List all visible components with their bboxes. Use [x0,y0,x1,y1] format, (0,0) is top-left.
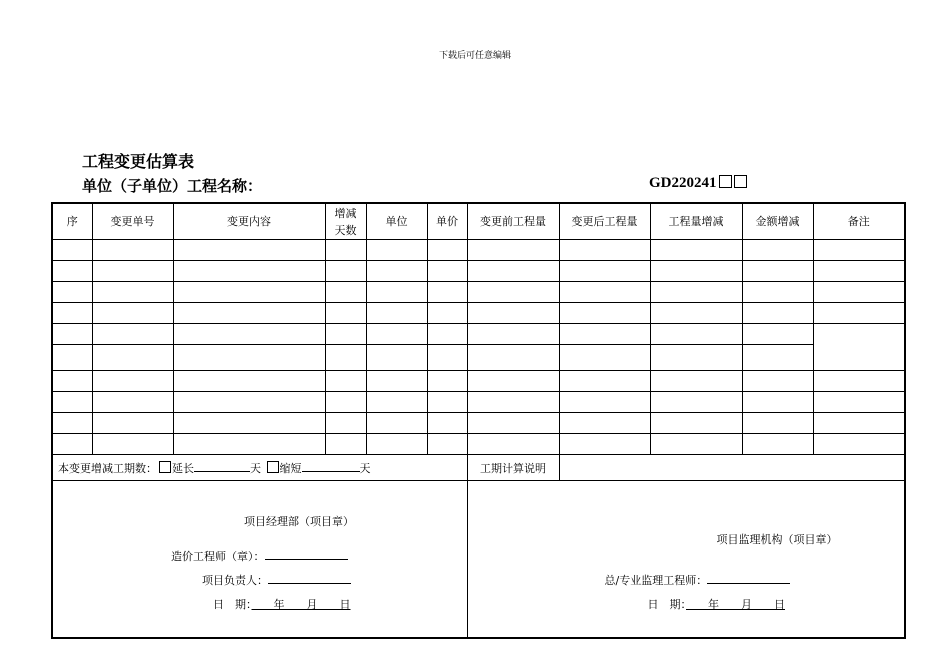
cell[interactable] [559,240,650,261]
date-label: 日 期： [213,598,252,611]
cell[interactable] [52,345,92,371]
cell[interactable] [366,413,427,434]
cell[interactable] [813,392,905,413]
col-header: 备注 [813,203,905,240]
cell[interactable] [467,345,559,371]
cell[interactable] [366,434,427,455]
cell[interactable] [325,345,366,371]
cell[interactable] [650,261,742,282]
cell[interactable] [325,392,366,413]
cell[interactable] [92,240,173,261]
cell[interactable] [173,371,325,392]
cell[interactable] [742,324,813,345]
manager-label: 项目负责人： [202,574,268,587]
col-header: 增减 天数 [325,203,366,240]
cell[interactable] [467,371,559,392]
cell[interactable] [427,240,467,261]
col-header: 序 [52,203,92,240]
supervisor-label: 总/专业监理工程师： [604,574,708,587]
col-header: 单位 [366,203,427,240]
col-header: 金额增减 [742,203,813,240]
cell[interactable] [467,434,559,455]
cell[interactable] [650,240,742,261]
cell[interactable] [742,434,813,455]
col-header: 单价 [427,203,467,240]
cell[interactable] [813,240,905,261]
cell[interactable] [366,392,427,413]
cell[interactable] [92,371,173,392]
cell[interactable] [813,371,905,392]
cell[interactable] [173,282,325,303]
cell[interactable] [325,324,366,345]
cell[interactable] [427,261,467,282]
cell[interactable] [650,303,742,324]
period-cell [52,455,467,481]
table-row [52,324,905,345]
cell[interactable] [559,345,650,371]
cell[interactable] [427,303,467,324]
cell[interactable] [559,324,650,345]
cell[interactable] [427,345,467,371]
period-row [52,455,905,481]
cell[interactable] [742,371,813,392]
cell[interactable] [650,434,742,455]
cost-engineer-line [171,548,348,564]
manager-line [202,572,351,588]
date-line-left [213,596,351,612]
cell[interactable] [92,303,173,324]
cell[interactable] [325,240,366,261]
cell[interactable] [813,413,905,434]
table-row [52,261,905,282]
cell[interactable] [813,324,905,371]
date-field[interactable]: 年 月 日 [251,598,351,611]
day-unit: 天 [359,461,371,475]
extend-label: 延长 [172,461,194,475]
cell[interactable] [467,303,559,324]
cell[interactable] [92,413,173,434]
col-header: 工程量增减 [650,203,742,240]
cell[interactable] [742,261,813,282]
cost-engineer-field[interactable] [265,549,348,560]
cell[interactable] [650,282,742,303]
table-header-row [52,203,905,240]
cell[interactable] [325,413,366,434]
cost-engineer-label: 造价工程师（章）： [171,550,265,563]
cell[interactable] [813,261,905,282]
cell[interactable] [173,392,325,413]
shorten-days-field[interactable] [302,461,360,472]
cell[interactable] [427,392,467,413]
manager-field[interactable] [268,573,351,584]
cell[interactable] [742,413,813,434]
extend-days-field[interactable] [194,461,250,472]
cell[interactable] [742,282,813,303]
date-field[interactable]: 年 月 日 [686,598,785,611]
cell[interactable] [92,261,173,282]
cell[interactable] [650,324,742,345]
signature-left [52,481,467,639]
cell[interactable] [813,303,905,324]
form-code-text: GD220241 [649,175,717,191]
cell[interactable] [559,261,650,282]
table-row [52,345,905,371]
cell[interactable] [173,413,325,434]
project-name-label: 单位（子单位）工程名称： [82,177,263,195]
cell[interactable] [427,282,467,303]
cell[interactable] [52,392,92,413]
cell[interactable] [92,345,173,371]
cell[interactable] [559,371,650,392]
project-dept-seal: 项目经理部（项目章） [244,515,354,528]
cell[interactable] [52,413,92,434]
cell[interactable] [52,240,92,261]
signature-row [52,481,905,639]
cell[interactable] [559,303,650,324]
col-header: 变更单号 [92,203,173,240]
supervisor-field[interactable] [707,573,790,584]
shorten-checkbox[interactable] [267,461,279,473]
form-title: 工程变更估算表 [82,152,195,171]
cell[interactable] [427,413,467,434]
cell[interactable] [52,324,92,345]
cell[interactable] [467,261,559,282]
cell[interactable] [427,324,467,345]
col-header: 变更前工程量 [467,203,559,240]
cell[interactable] [559,413,650,434]
day-unit: 天 [250,461,261,475]
period-label: 本变更增减工期数： [58,461,157,475]
cell[interactable] [427,371,467,392]
cell[interactable] [325,371,366,392]
cell[interactable] [173,303,325,324]
date-label: 日 期： [647,598,686,611]
cell[interactable] [366,371,427,392]
cell[interactable] [813,282,905,303]
cell[interactable] [52,261,92,282]
cell[interactable] [559,434,650,455]
cell[interactable] [325,303,366,324]
cell[interactable] [427,434,467,455]
table-row [52,413,905,434]
cell[interactable] [650,413,742,434]
cell[interactable] [92,434,173,455]
top-note: 下载后可任意编辑 [438,51,511,61]
cell[interactable] [467,324,559,345]
cell[interactable] [467,392,559,413]
cell[interactable] [325,434,366,455]
cell[interactable] [366,324,427,345]
cell[interactable] [650,345,742,371]
cell[interactable] [467,413,559,434]
cell[interactable] [742,303,813,324]
table-row [52,240,905,261]
cell[interactable] [650,371,742,392]
cell[interactable] [173,434,325,455]
cell[interactable] [813,434,905,455]
cell[interactable] [52,371,92,392]
cell[interactable] [559,392,650,413]
cell[interactable] [173,240,325,261]
table-row [52,282,905,303]
cell[interactable] [650,392,742,413]
cell[interactable] [92,324,173,345]
cell[interactable] [467,282,559,303]
cell[interactable] [52,434,92,455]
cell[interactable] [742,240,813,261]
estimate-table [51,202,906,639]
table-row [52,434,905,455]
signature-right [467,481,905,639]
cell[interactable] [52,303,92,324]
shorten-label: 缩短 [279,461,302,475]
cell[interactable] [742,392,813,413]
table-row [52,392,905,413]
cell[interactable] [173,261,325,282]
checkbox-box-icon [734,175,747,188]
cell[interactable] [366,282,427,303]
cell[interactable] [366,240,427,261]
cell[interactable] [467,240,559,261]
cell[interactable] [52,282,92,303]
cell[interactable] [92,392,173,413]
cell[interactable] [742,345,813,371]
table-row [52,371,905,392]
cell[interactable] [366,303,427,324]
cell[interactable] [325,261,366,282]
cell[interactable] [366,261,427,282]
col-header: 变更后工程量 [559,203,650,240]
col-header: 变更内容 [173,203,325,240]
extend-checkbox[interactable] [159,461,171,473]
cell[interactable] [366,345,427,371]
calc-note-field[interactable] [559,455,905,481]
cell[interactable] [92,282,173,303]
form-code [649,175,747,192]
cell[interactable] [559,282,650,303]
cell[interactable] [325,282,366,303]
table-row [52,303,905,324]
supervision-seal: 项目监理机构（项目章） [716,533,838,546]
cell[interactable] [173,324,325,345]
supervisor-line [605,572,791,588]
calc-note-label: 工期计算说明 [467,455,559,481]
cell[interactable] [173,345,325,371]
date-line-right [648,596,786,612]
checkbox-box-icon [719,175,732,188]
